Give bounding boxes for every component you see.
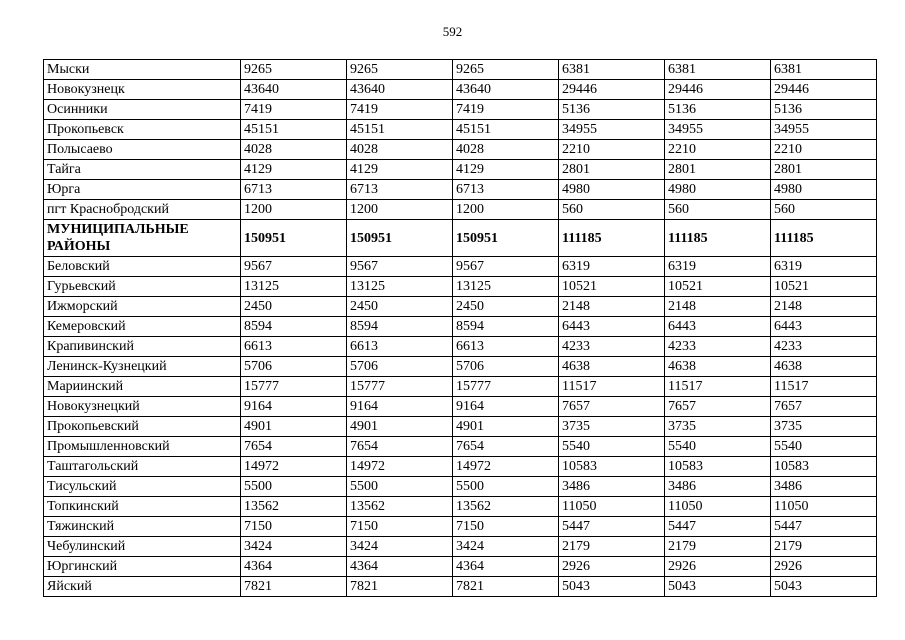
row-name-cell: Тайга	[44, 160, 241, 180]
value-cell: 2179	[771, 537, 877, 557]
value-cell: 2801	[771, 160, 877, 180]
value-cell: 7821	[241, 577, 347, 597]
value-cell: 6713	[241, 180, 347, 200]
value-cell: 2210	[559, 140, 665, 160]
value-cell: 14972	[347, 457, 453, 477]
row-name-cell: Прокопьевск	[44, 120, 241, 140]
value-cell: 3424	[347, 537, 453, 557]
value-cell: 14972	[453, 457, 559, 477]
value-cell: 4028	[453, 140, 559, 160]
value-cell: 4638	[559, 357, 665, 377]
value-cell: 34955	[771, 120, 877, 140]
value-cell: 150951	[347, 220, 453, 257]
value-cell: 6613	[453, 337, 559, 357]
row-name-cell: Ленинск-Кузнецкий	[44, 357, 241, 377]
value-cell: 5136	[771, 100, 877, 120]
value-cell: 4028	[347, 140, 453, 160]
value-cell: 45151	[453, 120, 559, 140]
value-cell: 10521	[559, 277, 665, 297]
table-row	[44, 357, 877, 377]
value-cell: 7821	[453, 577, 559, 597]
table-row	[44, 277, 877, 297]
table-row	[44, 517, 877, 537]
value-cell: 2926	[559, 557, 665, 577]
value-cell: 4028	[241, 140, 347, 160]
table-row	[44, 537, 877, 557]
row-name-cell: Новокузнецк	[44, 80, 241, 100]
value-cell: 2450	[347, 297, 453, 317]
value-cell: 4129	[241, 160, 347, 180]
value-cell: 560	[665, 200, 771, 220]
row-name-cell: Промышленновский	[44, 437, 241, 457]
value-cell: 5136	[559, 100, 665, 120]
table-row	[44, 557, 877, 577]
row-name-cell: Тисульский	[44, 477, 241, 497]
value-cell: 3735	[665, 417, 771, 437]
value-cell: 150951	[241, 220, 347, 257]
table-row	[44, 497, 877, 517]
value-cell: 3735	[559, 417, 665, 437]
value-cell: 9567	[241, 257, 347, 277]
value-cell: 45151	[241, 120, 347, 140]
value-cell: 7419	[241, 100, 347, 120]
row-name-cell: Кемеровский	[44, 317, 241, 337]
table-row	[44, 297, 877, 317]
value-cell: 2210	[665, 140, 771, 160]
value-cell: 4129	[453, 160, 559, 180]
value-cell: 5500	[453, 477, 559, 497]
value-cell: 2210	[771, 140, 877, 160]
page-number: 592	[442, 24, 463, 39]
value-cell: 14972	[241, 457, 347, 477]
value-cell: 7657	[665, 397, 771, 417]
value-cell: 15777	[347, 377, 453, 397]
value-cell: 7419	[347, 100, 453, 120]
value-cell: 4638	[665, 357, 771, 377]
row-name-cell: Юргинский	[44, 557, 241, 577]
value-cell: 8594	[241, 317, 347, 337]
value-cell: 43640	[347, 80, 453, 100]
row-name-cell: Юрга	[44, 180, 241, 200]
value-cell: 6443	[771, 317, 877, 337]
value-cell: 6381	[665, 60, 771, 80]
row-name-cell: Чебулинский	[44, 537, 241, 557]
value-cell: 5540	[665, 437, 771, 457]
table-row	[44, 120, 877, 140]
value-cell: 11050	[771, 497, 877, 517]
value-cell: 29446	[665, 80, 771, 100]
table-row	[44, 317, 877, 337]
value-cell: 9164	[347, 397, 453, 417]
value-cell: 2801	[559, 160, 665, 180]
data-table	[43, 59, 877, 597]
value-cell: 9265	[453, 60, 559, 80]
value-cell: 3486	[665, 477, 771, 497]
value-cell: 7654	[453, 437, 559, 457]
value-cell: 7821	[347, 577, 453, 597]
value-cell: 3735	[771, 417, 877, 437]
value-cell: 4901	[453, 417, 559, 437]
value-cell: 11517	[665, 377, 771, 397]
value-cell: 3424	[241, 537, 347, 557]
value-cell: 6319	[665, 257, 771, 277]
value-cell: 6319	[559, 257, 665, 277]
row-name-cell: Тяжинский	[44, 517, 241, 537]
value-cell: 7150	[347, 517, 453, 537]
value-cell: 7150	[241, 517, 347, 537]
value-cell: 7657	[771, 397, 877, 417]
table-row	[44, 577, 877, 597]
value-cell: 9265	[241, 60, 347, 80]
row-name-cell: Яйский	[44, 577, 241, 597]
value-cell: 7657	[559, 397, 665, 417]
value-cell: 34955	[665, 120, 771, 140]
value-cell: 5043	[665, 577, 771, 597]
value-cell: 5447	[665, 517, 771, 537]
table-row	[44, 80, 877, 100]
table-row-section-header	[44, 220, 877, 257]
value-cell: 5447	[559, 517, 665, 537]
value-cell: 29446	[559, 80, 665, 100]
value-cell: 5706	[241, 357, 347, 377]
value-cell: 4233	[665, 337, 771, 357]
row-name-cell: Осинники	[44, 100, 241, 120]
value-cell: 6443	[665, 317, 771, 337]
value-cell: 11517	[559, 377, 665, 397]
value-cell: 29446	[771, 80, 877, 100]
value-cell: 5706	[347, 357, 453, 377]
value-cell: 4364	[453, 557, 559, 577]
value-cell: 13125	[241, 277, 347, 297]
value-cell: 7654	[347, 437, 453, 457]
row-name-cell: Прокопьевский	[44, 417, 241, 437]
value-cell: 560	[771, 200, 877, 220]
value-cell: 3424	[453, 537, 559, 557]
value-cell: 11050	[665, 497, 771, 517]
value-cell: 2148	[771, 297, 877, 317]
value-cell: 5043	[559, 577, 665, 597]
value-cell: 2179	[559, 537, 665, 557]
row-name-cell: Топкинский	[44, 497, 241, 517]
value-cell: 4233	[559, 337, 665, 357]
value-cell: 4638	[771, 357, 877, 377]
value-cell: 45151	[347, 120, 453, 140]
value-cell: 4129	[347, 160, 453, 180]
value-cell: 5043	[771, 577, 877, 597]
value-cell: 34955	[559, 120, 665, 140]
table-row	[44, 100, 877, 120]
value-cell: 111185	[559, 220, 665, 257]
value-cell: 15777	[453, 377, 559, 397]
value-cell: 7654	[241, 437, 347, 457]
value-cell: 13125	[347, 277, 453, 297]
row-name-cell: МУНИЦИПАЛЬНЫЕ РАЙОНЫ	[44, 220, 241, 257]
value-cell: 10521	[665, 277, 771, 297]
value-cell: 111185	[771, 220, 877, 257]
table-row	[44, 337, 877, 357]
value-cell: 5136	[665, 100, 771, 120]
table-row	[44, 60, 877, 80]
value-cell: 6613	[241, 337, 347, 357]
value-cell: 4233	[771, 337, 877, 357]
value-cell: 9567	[347, 257, 453, 277]
value-cell: 43640	[453, 80, 559, 100]
value-cell: 43640	[241, 80, 347, 100]
value-cell: 10521	[771, 277, 877, 297]
row-name-cell: Таштагольский	[44, 457, 241, 477]
value-cell: 5540	[771, 437, 877, 457]
value-cell: 9164	[241, 397, 347, 417]
row-name-cell: Крапивинский	[44, 337, 241, 357]
value-cell: 9164	[453, 397, 559, 417]
value-cell: 13562	[241, 497, 347, 517]
row-name-cell: Мариинский	[44, 377, 241, 397]
table-row	[44, 257, 877, 277]
table-body	[44, 60, 877, 597]
value-cell: 5447	[771, 517, 877, 537]
value-cell: 3486	[559, 477, 665, 497]
table-row	[44, 140, 877, 160]
value-cell: 6443	[559, 317, 665, 337]
value-cell: 2179	[665, 537, 771, 557]
row-name-cell: Беловский	[44, 257, 241, 277]
row-name-cell: пгт Краснобродский	[44, 200, 241, 220]
value-cell: 3486	[771, 477, 877, 497]
value-cell: 15777	[241, 377, 347, 397]
value-cell: 2148	[665, 297, 771, 317]
value-cell: 4980	[771, 180, 877, 200]
table-row	[44, 437, 877, 457]
value-cell: 4901	[347, 417, 453, 437]
value-cell: 13562	[453, 497, 559, 517]
value-cell: 9265	[347, 60, 453, 80]
value-cell: 6381	[771, 60, 877, 80]
value-cell: 2926	[665, 557, 771, 577]
table-row	[44, 160, 877, 180]
value-cell: 5500	[347, 477, 453, 497]
value-cell: 11050	[559, 497, 665, 517]
table-row	[44, 417, 877, 437]
value-cell: 111185	[665, 220, 771, 257]
value-cell: 6713	[347, 180, 453, 200]
row-name-cell: Гурьевский	[44, 277, 241, 297]
value-cell: 7150	[453, 517, 559, 537]
row-name-cell: Новокузнецкий	[44, 397, 241, 417]
value-cell: 4364	[347, 557, 453, 577]
table-row	[44, 377, 877, 397]
value-cell: 4364	[241, 557, 347, 577]
value-cell: 9567	[453, 257, 559, 277]
value-cell: 150951	[453, 220, 559, 257]
table-row	[44, 397, 877, 417]
value-cell: 10583	[665, 457, 771, 477]
value-cell: 5706	[453, 357, 559, 377]
value-cell: 2926	[771, 557, 877, 577]
value-cell: 1200	[347, 200, 453, 220]
table-row	[44, 200, 877, 220]
value-cell: 7419	[453, 100, 559, 120]
table-row	[44, 180, 877, 200]
row-name-cell: Мыски	[44, 60, 241, 80]
value-cell: 5540	[559, 437, 665, 457]
table-row	[44, 477, 877, 497]
value-cell: 4980	[559, 180, 665, 200]
value-cell: 1200	[453, 200, 559, 220]
row-name-cell: Ижморский	[44, 297, 241, 317]
value-cell: 1200	[241, 200, 347, 220]
value-cell: 560	[559, 200, 665, 220]
value-cell: 6319	[771, 257, 877, 277]
value-cell: 4901	[241, 417, 347, 437]
value-cell: 2148	[559, 297, 665, 317]
value-cell: 11517	[771, 377, 877, 397]
value-cell: 5500	[241, 477, 347, 497]
value-cell: 6613	[347, 337, 453, 357]
value-cell: 10583	[771, 457, 877, 477]
value-cell: 8594	[347, 317, 453, 337]
value-cell: 13562	[347, 497, 453, 517]
value-cell: 8594	[453, 317, 559, 337]
value-cell: 2450	[453, 297, 559, 317]
value-cell: 6381	[559, 60, 665, 80]
value-cell: 13125	[453, 277, 559, 297]
value-cell: 2801	[665, 160, 771, 180]
value-cell: 6713	[453, 180, 559, 200]
value-cell: 4980	[665, 180, 771, 200]
table-row	[44, 457, 877, 477]
row-name-cell: Полысаево	[44, 140, 241, 160]
value-cell: 10583	[559, 457, 665, 477]
value-cell: 2450	[241, 297, 347, 317]
